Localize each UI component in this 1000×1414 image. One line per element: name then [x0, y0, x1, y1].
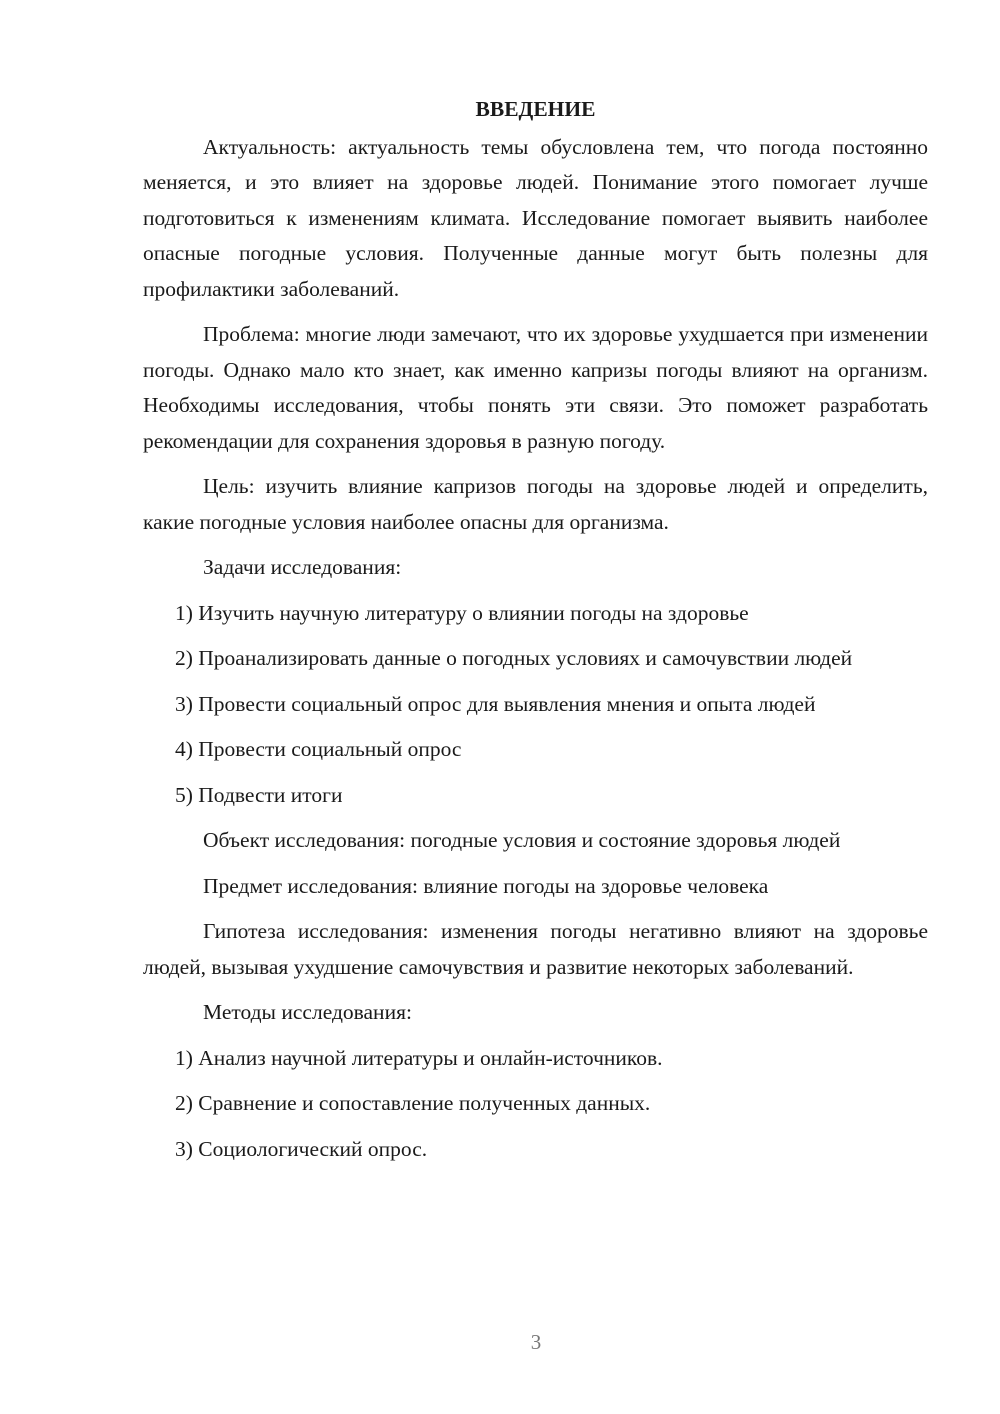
method-item-3: 3) Социологический опрос.: [175, 1136, 428, 1161]
page-number: 3: [530, 1330, 542, 1354]
task-item-3: 3) Провести социальный опрос для выявления мнения и опыта людей: [175, 691, 816, 716]
method-item-2: 2) Сравнение и сопоставление полученных данных.: [175, 1091, 651, 1115]
goal-paragraph: Цель: изучить влияние капризов погоды на здоровье людей и определить, какие погодные условия наиболее опасны для организма.: [143, 474, 928, 534]
task-item-4: 4) Провести социальный опрос: [175, 737, 462, 761]
section-title: ВВЕДЕНИЕ: [475, 97, 596, 121]
method-item-1: 1) Анализ научной литературы и онлайн-источников.: [175, 1045, 663, 1070]
subject-paragraph: Предмет исследования: влияние погоды на здоровье человека: [203, 873, 769, 898]
object-paragraph: Объект исследования: погодные условия и состояние здоровья людей: [203, 828, 841, 852]
task-item-1: 1) Изучить научную литературу о влиянии погоды на здоровье: [175, 600, 749, 625]
problem-paragraph: Проблема: многие люди замечают, что их здоровье ухудшается при изменении погоды. Однако мало кто знает, как именно капризы погоды влияют на организм. Необходимы исследования, чтобы понять эти связи. Это поможет разработать рекомендации для сохранения здоровья в разную погоду.: [143, 322, 928, 453]
relevance-paragraph: Актуальность: актуальность темы обусловлена тем, что погода постоянно меняется, и это влияет на здоровье людей. Понимание этого помогает лучше подготовиться к изменениям климата. Исследование помогает выявить наиболее опасные погодные условия. Полученные данные могут быть полезны для профилактики заболеваний.: [143, 134, 928, 301]
document-page: [143, 92, 928, 1177]
methods-heading: Методы исследования:: [203, 1000, 412, 1024]
task-item-2: 2) Проанализировать данные о погодных условиях и самочувствии людей: [175, 646, 853, 670]
tasks-heading: Задачи исследования:: [203, 555, 402, 579]
hypothesis-paragraph: Гипотеза исследования: изменения погоды негативно влияют на здоровье людей, вызывая ухудшение самочувствия и развитие некоторых заболеваний.: [143, 919, 928, 979]
task-item-5: 5) Подвести итоги: [175, 782, 343, 807]
